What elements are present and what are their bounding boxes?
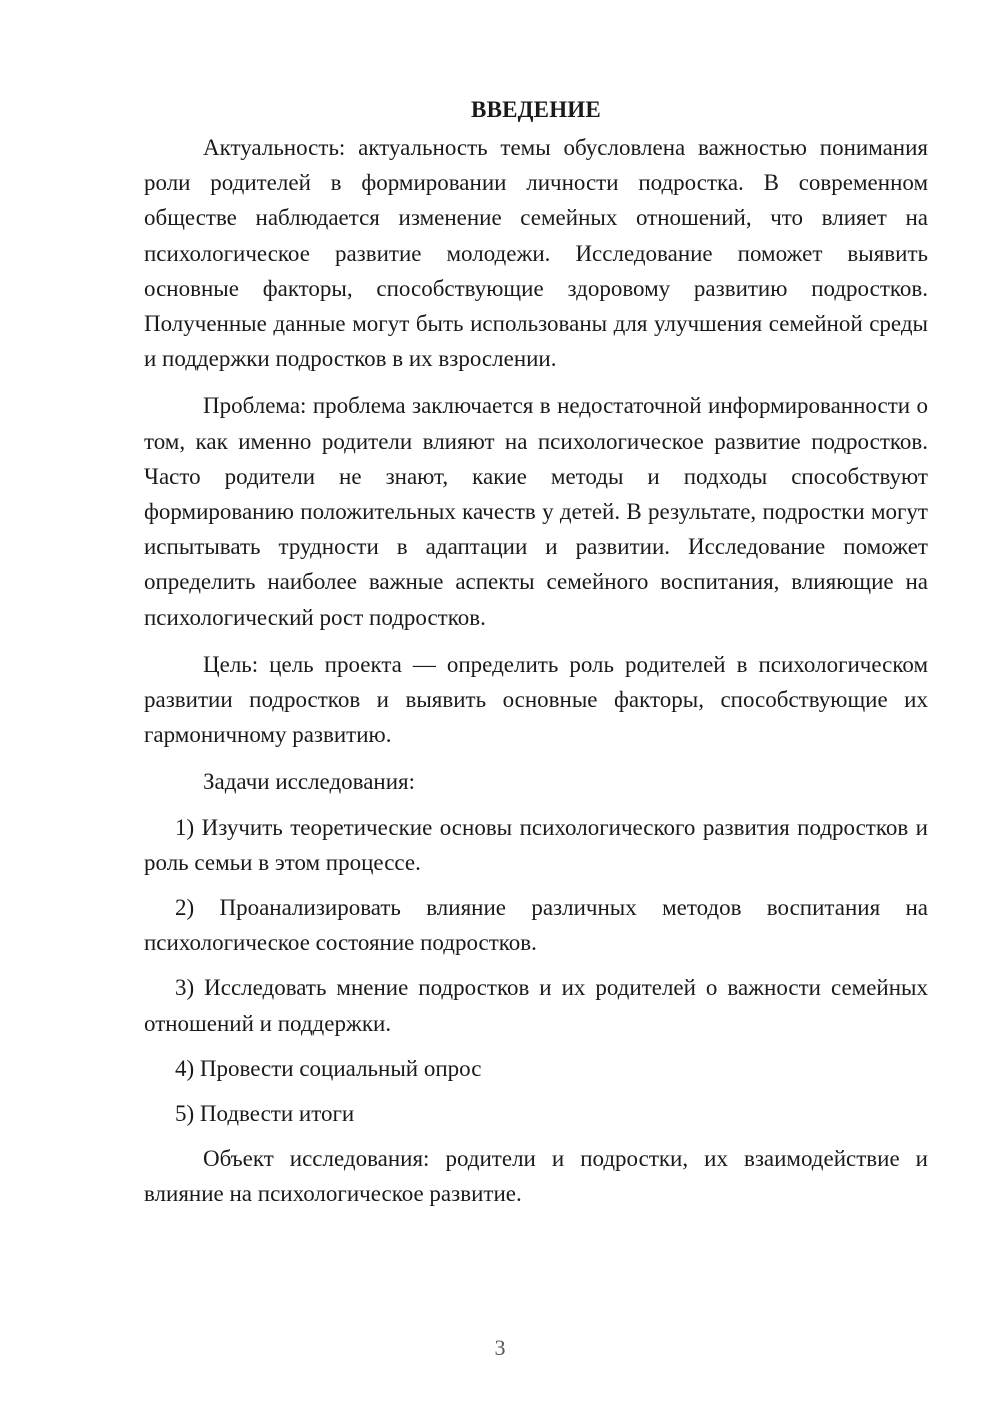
goal-paragraph: Цель: цель проекта — определить роль родителей в психологическом развитии подростков и выявить основные факторы, способствующие их гармоничному развитию. (144, 651, 928, 748)
page-number: 3 (494, 1335, 506, 1360)
tasks-heading: Задачи исследования: (203, 769, 416, 795)
task-item-5: 5) Подвести итоги (175, 1101, 355, 1127)
problem-paragraph: Проблема: проблема заключается в недостаточной информированности о том, как именно родители влияют на психологическое развитие подростков. Часто родители не знают, какие методы и подходы способствуют формированию положительных качеств у детей. В результате, подростки могут испытывать трудности в адаптации и развитии. Исследование поможет определить наиболее важные аспекты семейного воспитания, влияющие на психологический рост подростков. (144, 393, 928, 630)
relevance-paragraph: Актуальность: актуальность темы обусловлена важностью понимания роли родителей в формировании личности подростка. В современном обществе наблюдается изменение семейных отношений, что влияет на психологическое развитие молодежи. Исследование поможет выявить основные факторы, способствующие здоровому развитию подростков. Полученные данные могут быть использованы для улучшения семейной среды и поддержки подростков в их взрослении. (144, 135, 928, 372)
task-item-4: 4) Провести социальный опрос (175, 1055, 482, 1081)
object-paragraph: Объект исследования: родители и подростки, их взаимодействие и влияние на психологическое развитие. (144, 1146, 928, 1207)
task-item-1: 1) Изучить теоретические основы психологического развития подростков и роль семьи в этом процессе. (144, 814, 928, 875)
task-item-2: 2) Проанализировать влияние различных методов воспитания на психологическое состояние подростков. (144, 895, 928, 956)
document-body (144, 92, 928, 1224)
task-item-3: 3) Исследовать мнение подростков и их родителей о важности семейных отношений и поддержки. (144, 975, 928, 1036)
section-title: ВВЕДЕНИЕ (471, 97, 601, 122)
